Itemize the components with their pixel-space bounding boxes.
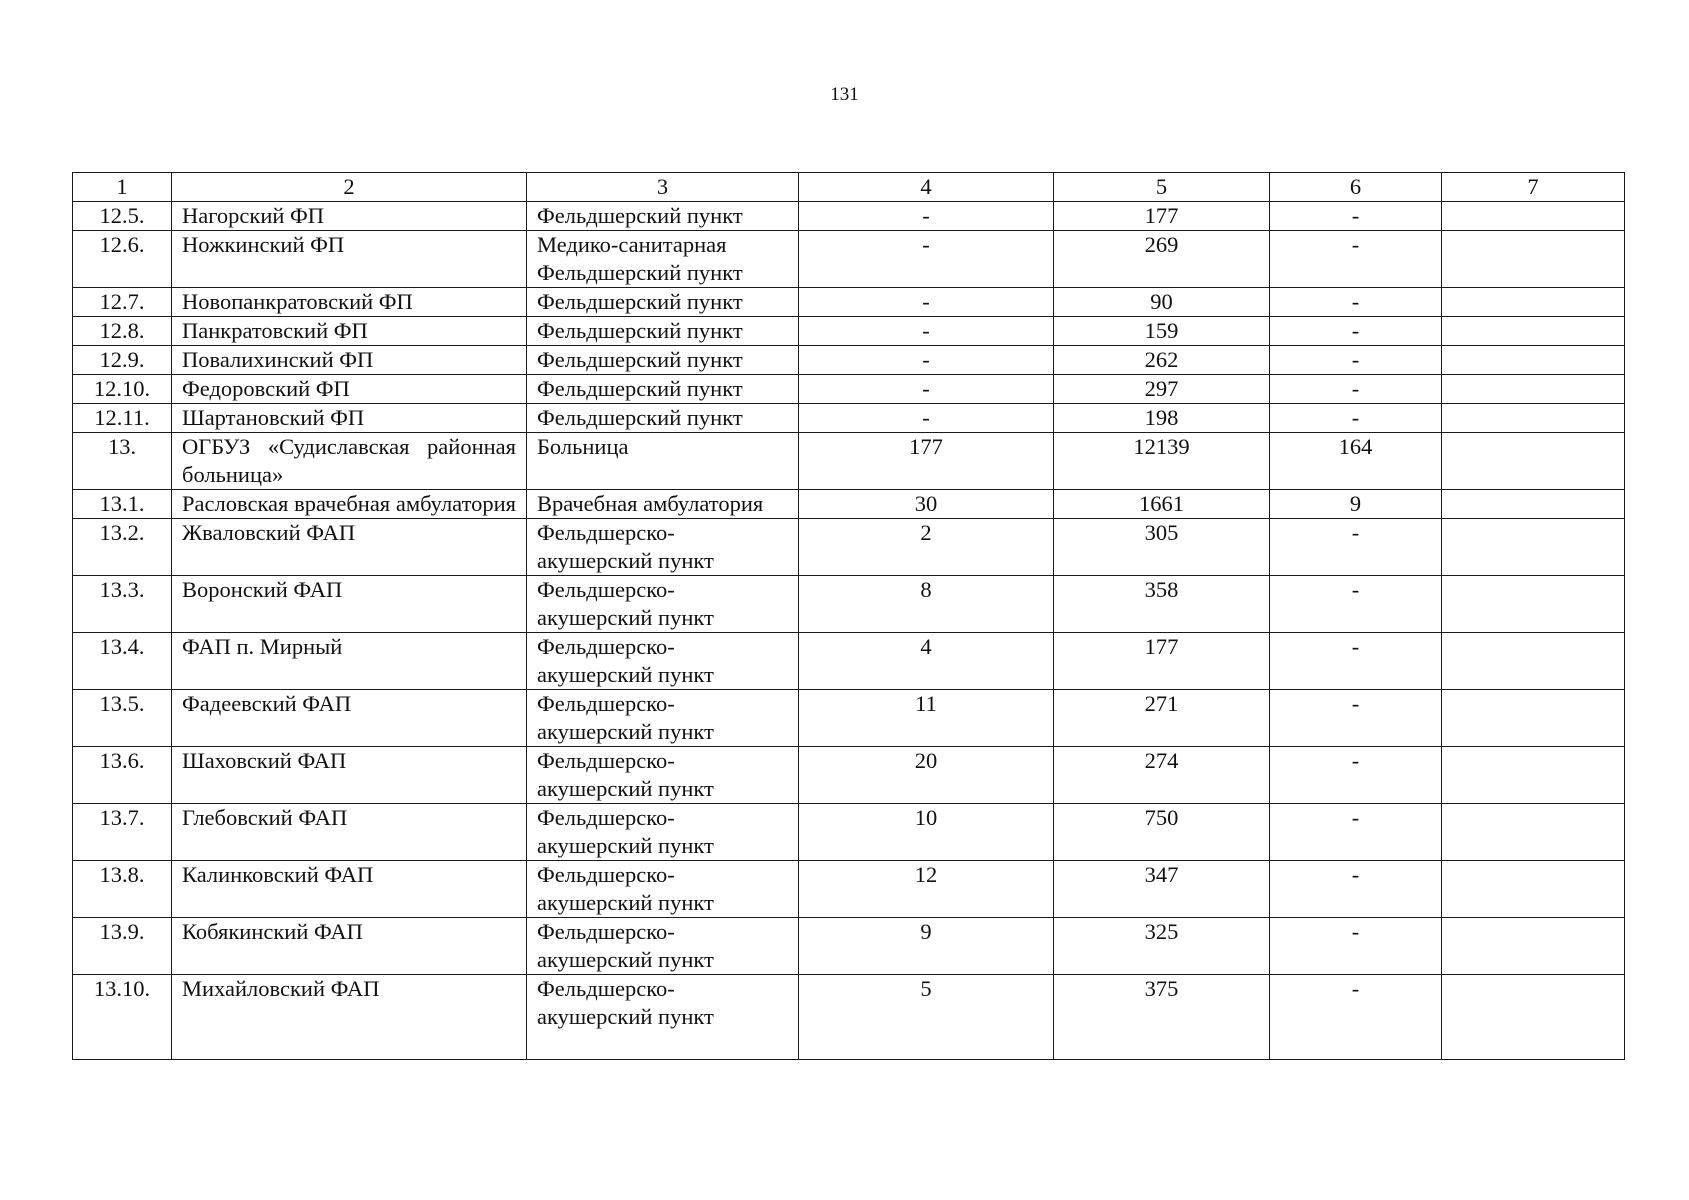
row-number-cell: 12.7. — [73, 288, 172, 317]
col7-cell — [1442, 317, 1625, 346]
facility-name-cell: Повалихинский ФП — [172, 346, 527, 375]
col4-cell: 4 — [799, 633, 1054, 690]
col5-cell: 274 — [1054, 747, 1270, 804]
col-header-7: 7 — [1442, 173, 1625, 202]
col4-cell: - — [799, 375, 1054, 404]
row-number-cell: 13. — [73, 433, 172, 490]
table-row — [73, 490, 1625, 519]
table-row — [73, 975, 1625, 1060]
col5-cell: 198 — [1054, 404, 1270, 433]
facility-type-cell: Фельдшерско-акушерский пункт — [527, 690, 799, 747]
col6-cell: - — [1270, 633, 1442, 690]
col7-cell — [1442, 633, 1625, 690]
col5-cell: 750 — [1054, 804, 1270, 861]
col4-cell: 2 — [799, 519, 1054, 576]
col-header-2: 2 — [172, 173, 527, 202]
row-number-cell: 12.8. — [73, 317, 172, 346]
facility-name-cell: Нагорский ФП — [172, 202, 527, 231]
table-row — [73, 317, 1625, 346]
col7-cell — [1442, 804, 1625, 861]
table-row — [73, 404, 1625, 433]
col-header-1: 1 — [73, 173, 172, 202]
table-row — [73, 747, 1625, 804]
col6-cell: - — [1270, 918, 1442, 975]
facility-name-cell: Калинковский ФАП — [172, 861, 527, 918]
col7-cell — [1442, 433, 1625, 490]
col5-cell: 305 — [1054, 519, 1270, 576]
row-number-cell: 13.9. — [73, 918, 172, 975]
col6-cell: - — [1270, 375, 1442, 404]
col5-cell: 358 — [1054, 576, 1270, 633]
row-number-cell: 12.11. — [73, 404, 172, 433]
facility-name-cell: Фадеевский ФАП — [172, 690, 527, 747]
col4-cell: 10 — [799, 804, 1054, 861]
table-row — [73, 375, 1625, 404]
col7-cell — [1442, 404, 1625, 433]
col4-cell: 11 — [799, 690, 1054, 747]
facility-name-cell: ФАП п. Мирный — [172, 633, 527, 690]
row-number-cell: 13.3. — [73, 576, 172, 633]
row-number-cell: 13.7. — [73, 804, 172, 861]
col6-cell: - — [1270, 861, 1442, 918]
facility-type-cell: Врачебная амбулатория — [527, 490, 799, 519]
col5-cell: 269 — [1054, 231, 1270, 288]
col4-cell: - — [799, 404, 1054, 433]
col6-cell: - — [1270, 404, 1442, 433]
col7-cell — [1442, 202, 1625, 231]
row-number-cell: 12.5. — [73, 202, 172, 231]
row-number-cell: 13.10. — [73, 975, 172, 1060]
facility-type-cell: Фельдшерский пункт — [527, 346, 799, 375]
col4-cell: 30 — [799, 490, 1054, 519]
col5-cell: 90 — [1054, 288, 1270, 317]
table-row — [73, 433, 1625, 490]
col5-cell: 177 — [1054, 202, 1270, 231]
col4-cell: - — [799, 346, 1054, 375]
facility-name-cell: Федоровский ФП — [172, 375, 527, 404]
col6-cell: - — [1270, 202, 1442, 231]
table-row — [73, 202, 1625, 231]
facility-type-cell: Фельдшерский пункт — [527, 202, 799, 231]
row-number-cell: 13.1. — [73, 490, 172, 519]
col4-cell: 12 — [799, 861, 1054, 918]
col7-cell — [1442, 690, 1625, 747]
col7-cell — [1442, 861, 1625, 918]
col6-cell: - — [1270, 576, 1442, 633]
row-number-cell: 13.8. — [73, 861, 172, 918]
facility-name-cell: Воронский ФАП — [172, 576, 527, 633]
table-row — [73, 633, 1625, 690]
col6-cell: - — [1270, 288, 1442, 317]
facility-type-cell: Фельдшерско-акушерский пункт — [527, 804, 799, 861]
facility-name-cell: Глебовский ФАП — [172, 804, 527, 861]
col5-cell: 375 — [1054, 975, 1270, 1060]
col4-cell: 8 — [799, 576, 1054, 633]
table-row — [73, 231, 1625, 288]
table-body — [73, 173, 1625, 1060]
facility-type-cell: Фельдшерский пункт — [527, 404, 799, 433]
table-row — [73, 288, 1625, 317]
facility-type-cell: Фельдшерско-акушерский пункт — [527, 633, 799, 690]
col4-cell: - — [799, 202, 1054, 231]
table-row — [73, 519, 1625, 576]
col4-cell: 20 — [799, 747, 1054, 804]
table-row — [73, 690, 1625, 747]
col6-cell: 164 — [1270, 433, 1442, 490]
col7-cell — [1442, 375, 1625, 404]
row-number-cell: 12.9. — [73, 346, 172, 375]
col7-cell — [1442, 490, 1625, 519]
facility-type-cell: Фельдшерско-акушерский пункт — [527, 975, 799, 1060]
col5-cell: 297 — [1054, 375, 1270, 404]
col6-cell: - — [1270, 975, 1442, 1060]
col-header-3: 3 — [527, 173, 799, 202]
facility-type-cell: Фельдшерский пункт — [527, 288, 799, 317]
table-row — [73, 918, 1625, 975]
facility-name-cell: Михайловский ФАП — [172, 975, 527, 1060]
col7-cell — [1442, 231, 1625, 288]
row-number-cell: 13.2. — [73, 519, 172, 576]
col7-cell — [1442, 288, 1625, 317]
row-number-cell: 13.4. — [73, 633, 172, 690]
col-header-6: 6 — [1270, 173, 1442, 202]
col5-cell: 262 — [1054, 346, 1270, 375]
facility-name-cell: Расловская врачебная амбулатория — [172, 490, 527, 519]
facility-name-cell: Кобякинский ФАП — [172, 918, 527, 975]
facility-name-cell: Шаховский ФАП — [172, 747, 527, 804]
page-number: 131 — [830, 84, 859, 105]
col6-cell: - — [1270, 804, 1442, 861]
facility-type-cell: Фельдшерско-акушерский пункт — [527, 861, 799, 918]
col7-cell — [1442, 747, 1625, 804]
col4-cell: - — [799, 288, 1054, 317]
col6-cell: - — [1270, 231, 1442, 288]
col4-cell: 9 — [799, 918, 1054, 975]
col5-cell: 271 — [1054, 690, 1270, 747]
col7-cell — [1442, 975, 1625, 1060]
facility-name-cell: ОГБУЗ «Судиславская районная больница» — [172, 433, 527, 490]
facility-type-cell: Фельдшерско-акушерский пункт — [527, 576, 799, 633]
facility-name-cell: Новопанкратовский ФП — [172, 288, 527, 317]
col5-cell: 159 — [1054, 317, 1270, 346]
col6-cell: 9 — [1270, 490, 1442, 519]
col5-cell: 177 — [1054, 633, 1270, 690]
col6-cell: - — [1270, 690, 1442, 747]
table-row — [73, 804, 1625, 861]
col6-cell: - — [1270, 346, 1442, 375]
facility-type-cell: Медико-санитарная Фельдшерский пункт — [527, 231, 799, 288]
facility-name-cell: Шартановский ФП — [172, 404, 527, 433]
facility-type-cell: Фельдшерско-акушерский пункт — [527, 519, 799, 576]
col5-cell: 12139 — [1054, 433, 1270, 490]
col4-cell: 177 — [799, 433, 1054, 490]
facility-name-cell: Панкратовский ФП — [172, 317, 527, 346]
facility-type-cell: Фельдшерский пункт — [527, 317, 799, 346]
col5-cell: 325 — [1054, 918, 1270, 975]
col4-cell: - — [799, 231, 1054, 288]
facilities-table — [72, 172, 1625, 1060]
table-row — [73, 576, 1625, 633]
table-row — [73, 861, 1625, 918]
col7-cell — [1442, 519, 1625, 576]
header-row — [73, 173, 1625, 202]
table-row — [73, 346, 1625, 375]
facility-type-cell: Фельдшерский пункт — [527, 375, 799, 404]
col5-cell: 1661 — [1054, 490, 1270, 519]
col6-cell: - — [1270, 519, 1442, 576]
col-header-5: 5 — [1054, 173, 1270, 202]
row-number-cell: 13.5. — [73, 690, 172, 747]
col5-cell: 347 — [1054, 861, 1270, 918]
col4-cell: 5 — [799, 975, 1054, 1060]
facility-type-cell: Фельдшерско-акушерский пункт — [527, 747, 799, 804]
col-header-4: 4 — [799, 173, 1054, 202]
facility-type-cell: Фельдшерско-акушерский пункт — [527, 918, 799, 975]
row-number-cell: 13.6. — [73, 747, 172, 804]
col4-cell: - — [799, 317, 1054, 346]
col7-cell — [1442, 918, 1625, 975]
col7-cell — [1442, 346, 1625, 375]
row-number-cell: 12.10. — [73, 375, 172, 404]
row-number-cell: 12.6. — [73, 231, 172, 288]
col7-cell — [1442, 576, 1625, 633]
col6-cell: - — [1270, 747, 1442, 804]
facility-type-cell: Больница — [527, 433, 799, 490]
col6-cell: - — [1270, 317, 1442, 346]
facility-name-cell: Ножкинский ФП — [172, 231, 527, 288]
facility-name-cell: Жваловский ФАП — [172, 519, 527, 576]
